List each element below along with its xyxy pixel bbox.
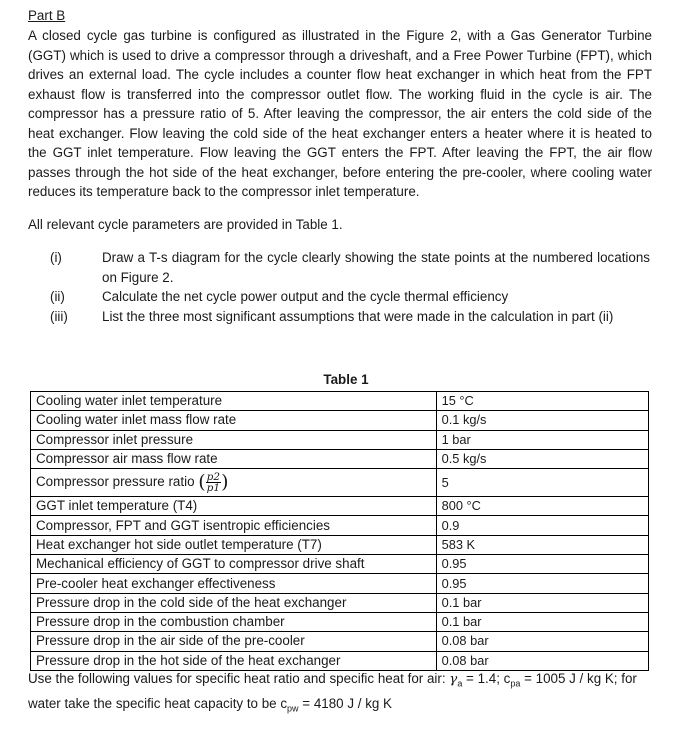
question-text: List the three most significant assumptions that were made in the calculation in part (ii) <box>102 308 614 324</box>
parameter-name: Cooling water inlet temperature <box>31 392 437 411</box>
parameter-name: Pressure drop in the combustion chamber <box>31 612 437 631</box>
parameter-value: 0.9 <box>436 516 648 535</box>
table-row <box>31 612 649 631</box>
specific-heat-note <box>28 669 668 718</box>
parameter-value: 15 °C <box>436 392 648 411</box>
table-row <box>31 469 649 497</box>
parameter-name: Heat exchanger hot side outlet temperature <box>36 536 294 552</box>
question-item <box>28 307 652 327</box>
question-number: (iii) <box>50 308 68 324</box>
cpw-symbol: c <box>280 695 288 711</box>
parameter-name: GGT inlet temperature <box>36 498 169 514</box>
problem-description: A closed cycle gas turbine is configured as illustrated in the Figure 2, with a Gas Generator Turbine (GGT) which is used to drive a compressor through a driveshaft, and a Free Power Turbine (FPT), which drives an external load. The cycle includes a counter flow heat exchanger in which heat from the FPT exhaust flow is transferred into the compressor outlet flow. The working fluid in the cycle is air. The compressor has a pressure ratio of 5. After leaving the compressor, the air enters the cold side of the heat exchanger. Flow leaving the cold side of the heat exchanger enters a heater where it is heated to the GGT inlet temperature. Flow leaving the GGT enters the FPT. After leaving the FPT, the air flow passes through the hot side of the heat exchanger, before entering the pre-cooler, where cooling water reduces its temperature back to the compressor inlet temperature. <box>28 28 652 199</box>
parameter-value: 0.5 kg/s <box>436 449 648 468</box>
parameter-value: 0.1 bar <box>436 593 648 612</box>
parameter-cell <box>31 535 437 554</box>
fraction-denominator: p1 <box>206 482 221 495</box>
parameter-cell <box>31 469 437 497</box>
parameter-value: 800 °C <box>436 497 648 516</box>
cpw-value: = 4180 J / kg K <box>298 695 392 711</box>
parameter-symbol: (T4) <box>172 498 198 514</box>
table-row <box>31 555 649 574</box>
parameter-name: Pressure drop in the hot side of the heat exchanger <box>31 651 437 670</box>
cpa-value: = 1005 J / kg K; for water take the specific heat capacity to be <box>28 671 637 711</box>
parameter-value: 0.95 <box>436 574 648 593</box>
parameter-name: Pressure drop in the air side of the pre-cooler <box>31 632 437 651</box>
parameter-value: 583 K <box>436 535 648 554</box>
cpa-symbol: c <box>503 671 511 686</box>
parameter-name: Compressor inlet pressure <box>31 430 437 449</box>
open-paren: ( <box>198 471 206 494</box>
parameter-value: 0.1 kg/s <box>436 411 648 430</box>
fraction-numerator: p2 <box>206 471 221 484</box>
parameter-value: 1 bar <box>436 430 648 449</box>
question-text: Calculate the net cycle power output and the cycle thermal efficiency <box>102 289 509 304</box>
parameter-symbol: (T7) <box>297 536 322 552</box>
parameter-name: Pre-cooler heat exchanger effectiveness <box>31 574 437 593</box>
gamma-value: = 1.4; <box>462 671 504 686</box>
parameter-name: Pressure drop in the cold side of the heat exchanger <box>31 593 437 612</box>
parameter-name: Cooling water inlet mass flow rate <box>31 411 437 430</box>
parameter-name: Compressor, FPT and GGT isentropic efficiencies <box>31 516 437 535</box>
table-reference-sentence: All relevant cycle parameters are provided in Table 1. <box>28 217 343 232</box>
table-row <box>31 411 649 430</box>
table-row <box>31 651 649 670</box>
question-list <box>28 248 652 326</box>
question-text: Draw a T-s diagram for the cycle clearly showing the state points at the numbered locations on Figure 2. <box>102 250 650 285</box>
question-item <box>28 287 652 307</box>
parameter-name: Compressor pressure ratio <box>36 474 195 490</box>
table-row <box>31 516 649 535</box>
cpw-subscript: pw <box>287 703 299 714</box>
parameter-name: Compressor air mass flow rate <box>31 449 437 468</box>
close-paren: ) <box>221 471 229 494</box>
table-row <box>31 497 649 516</box>
table-caption: Table 1 <box>323 372 369 387</box>
parameter-value: 0.1 bar <box>436 612 648 631</box>
cpa-subscript: pa <box>510 678 521 689</box>
question-item <box>28 248 652 287</box>
parameter-value: 0.08 bar <box>436 632 648 651</box>
parameter-name: Mechanical efficiency of GGT to compressor drive shaft <box>31 555 437 574</box>
table-row <box>31 430 649 449</box>
question-number: (ii) <box>50 289 65 304</box>
part-heading: Part B <box>28 8 66 23</box>
note-prefix: Use the following values for specific heat ratio and specific heat for air: <box>28 671 446 686</box>
table-row <box>31 535 649 554</box>
table-row <box>31 574 649 593</box>
gamma-subscript: a <box>457 678 463 689</box>
cycle-parameters-table <box>30 391 649 671</box>
parameter-value: 0.95 <box>436 555 648 574</box>
fraction-stack <box>206 472 221 493</box>
gamma-symbol: γ <box>449 672 458 687</box>
parameter-value: 0.08 bar <box>436 651 648 670</box>
question-number: (i) <box>50 250 62 265</box>
table-row <box>31 632 649 651</box>
parameter-cell <box>31 497 437 516</box>
pressure-ratio-fraction <box>198 472 228 493</box>
parameter-value: 5 <box>436 469 648 497</box>
table-row <box>31 593 649 612</box>
table-row <box>31 449 649 468</box>
table-row <box>31 392 649 411</box>
